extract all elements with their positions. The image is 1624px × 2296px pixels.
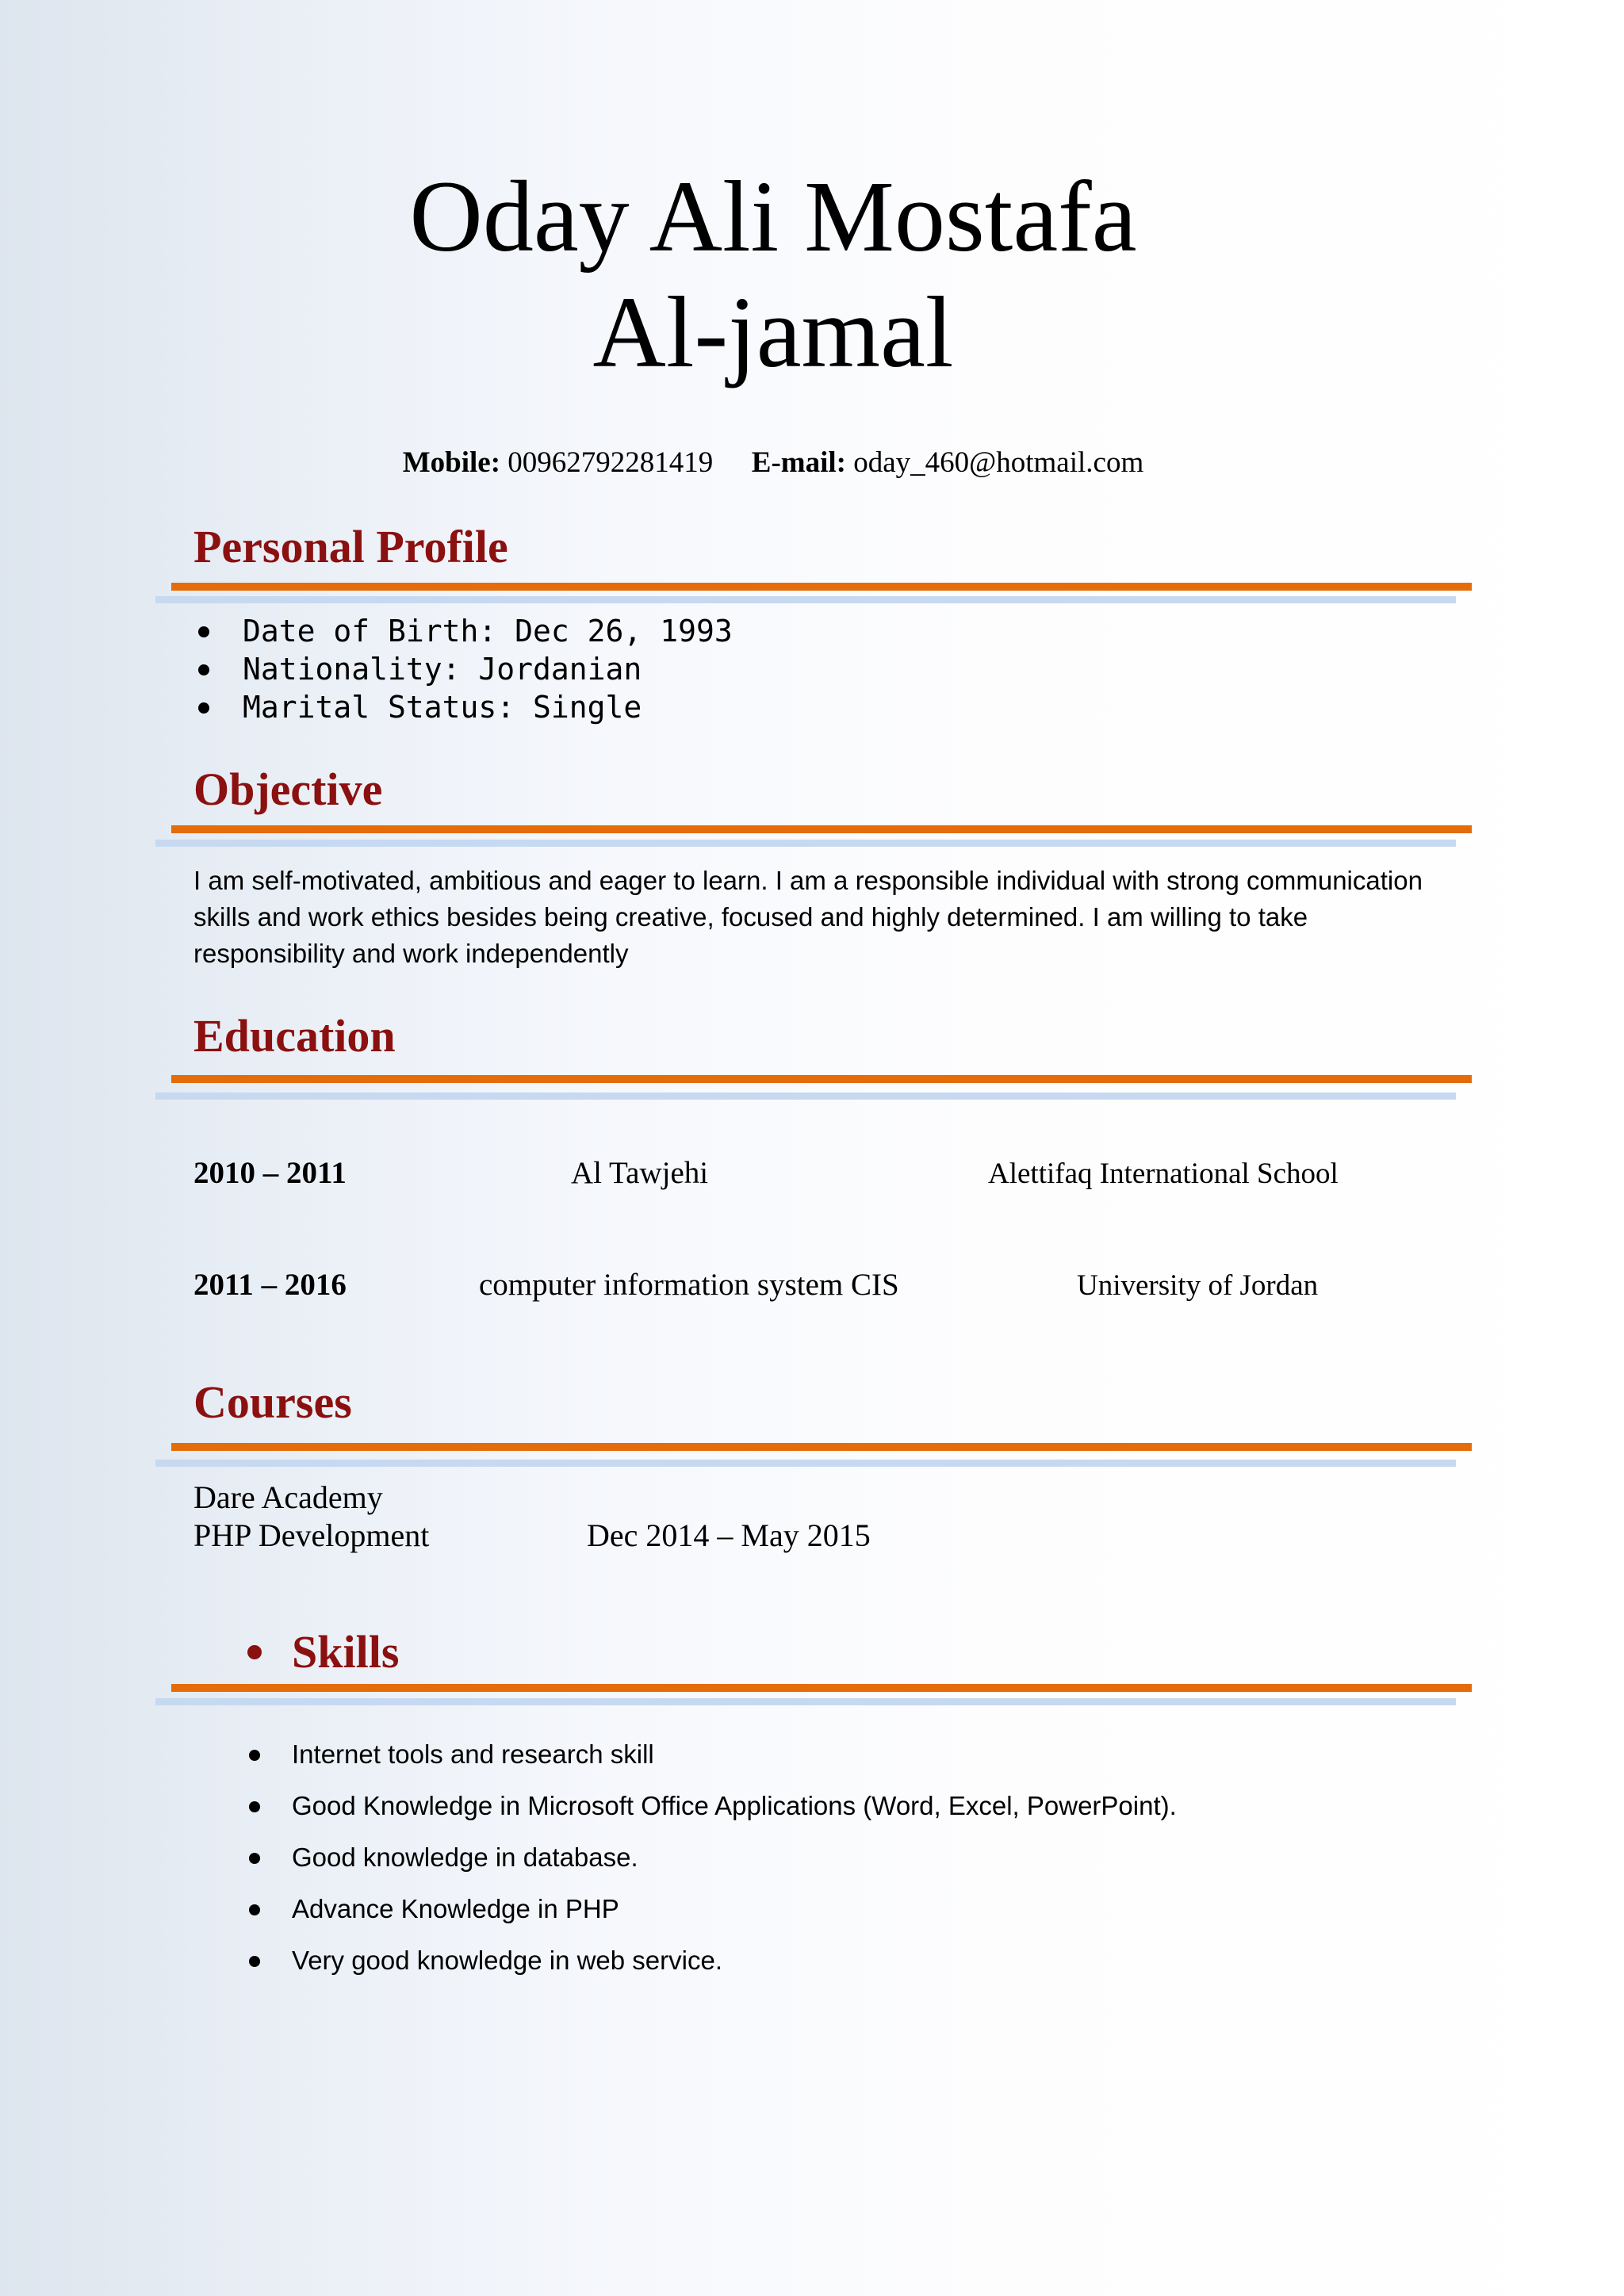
education-institution: Alettifaq International School [988, 1158, 1339, 1190]
section-rule-blue [155, 840, 1456, 847]
section-title-courses: Courses [193, 1376, 352, 1428]
skills-list [292, 1728, 1177, 1986]
email-value[interactable]: oday_460@hotmail.com [853, 446, 1144, 479]
education-institution: University of Jordan [1077, 1269, 1319, 1302]
email-label: E-mail: [751, 446, 846, 479]
course-name: PHP Development [193, 1517, 430, 1553]
bullet-icon [249, 1956, 260, 1967]
list-item: Very good knowledge in web service. [292, 1934, 1177, 1986]
course-dates: Dec 2014 – May 2015 [587, 1517, 871, 1553]
section-rule-orange [171, 1684, 1472, 1692]
objective-text: I am self-motivated, ambitious and eager to learn. I am a responsible individual with strong communication skills and work ethics besides being creative, focused and highly determined. I am willing to take responsibility and work independently [193, 866, 1423, 968]
section-rule-orange [171, 1443, 1472, 1451]
education-program: computer information system CIS [479, 1268, 899, 1302]
name-line-2: Al-jamal [592, 276, 954, 388]
section-rule-orange [171, 583, 1472, 591]
section-rule-orange [171, 825, 1472, 833]
list-item: Date of Birth: Dec 26, 1993 [243, 612, 733, 650]
section-title-objective: Objective [193, 763, 383, 815]
section-rule-blue [155, 596, 1456, 603]
list-item: Advance Knowledge in PHP [292, 1883, 1177, 1934]
mobile-label: Mobile: [402, 446, 501, 479]
list-item: Marital Status: Single [243, 688, 733, 726]
list-item: Good knowledge in database. [292, 1831, 1177, 1883]
section-title-skills: Skills [292, 1626, 400, 1678]
bullet-icon [249, 1750, 260, 1761]
section-rule-blue [155, 1698, 1456, 1705]
bullet-icon [198, 664, 209, 675]
contact-line [0, 446, 1546, 480]
course-provider: Dare Academy [193, 1479, 383, 1515]
bullet-icon [198, 702, 209, 714]
education-program: Al Tawjehi [571, 1156, 709, 1190]
bullet-icon [249, 1801, 260, 1812]
mobile-value: 00962792281419 [508, 446, 714, 479]
education-years: 2011 – 2016 [193, 1268, 347, 1302]
list-item: Internet tools and research skill [292, 1728, 1177, 1780]
list-item: Nationality: Jordanian [243, 650, 733, 688]
education-years: 2010 – 2011 [193, 1156, 347, 1190]
bullet-icon [249, 1904, 260, 1915]
bullet-icon [249, 1853, 260, 1864]
list-item: Good Knowledge in Microsoft Office Applications (Word, Excel, PowerPoint). [292, 1780, 1177, 1831]
section-title-personal-profile: Personal Profile [193, 521, 508, 572]
section-rule-blue [155, 1093, 1456, 1100]
section-rule-orange [171, 1075, 1472, 1083]
personal-profile-list [243, 612, 733, 726]
resume-name [0, 159, 1546, 390]
name-line-1: Oday Ali Mostafa [409, 160, 1137, 273]
section-title-education: Education [193, 1010, 396, 1062]
bullet-icon [247, 1645, 262, 1659]
section-rule-blue [155, 1460, 1456, 1467]
bullet-icon [198, 626, 209, 637]
